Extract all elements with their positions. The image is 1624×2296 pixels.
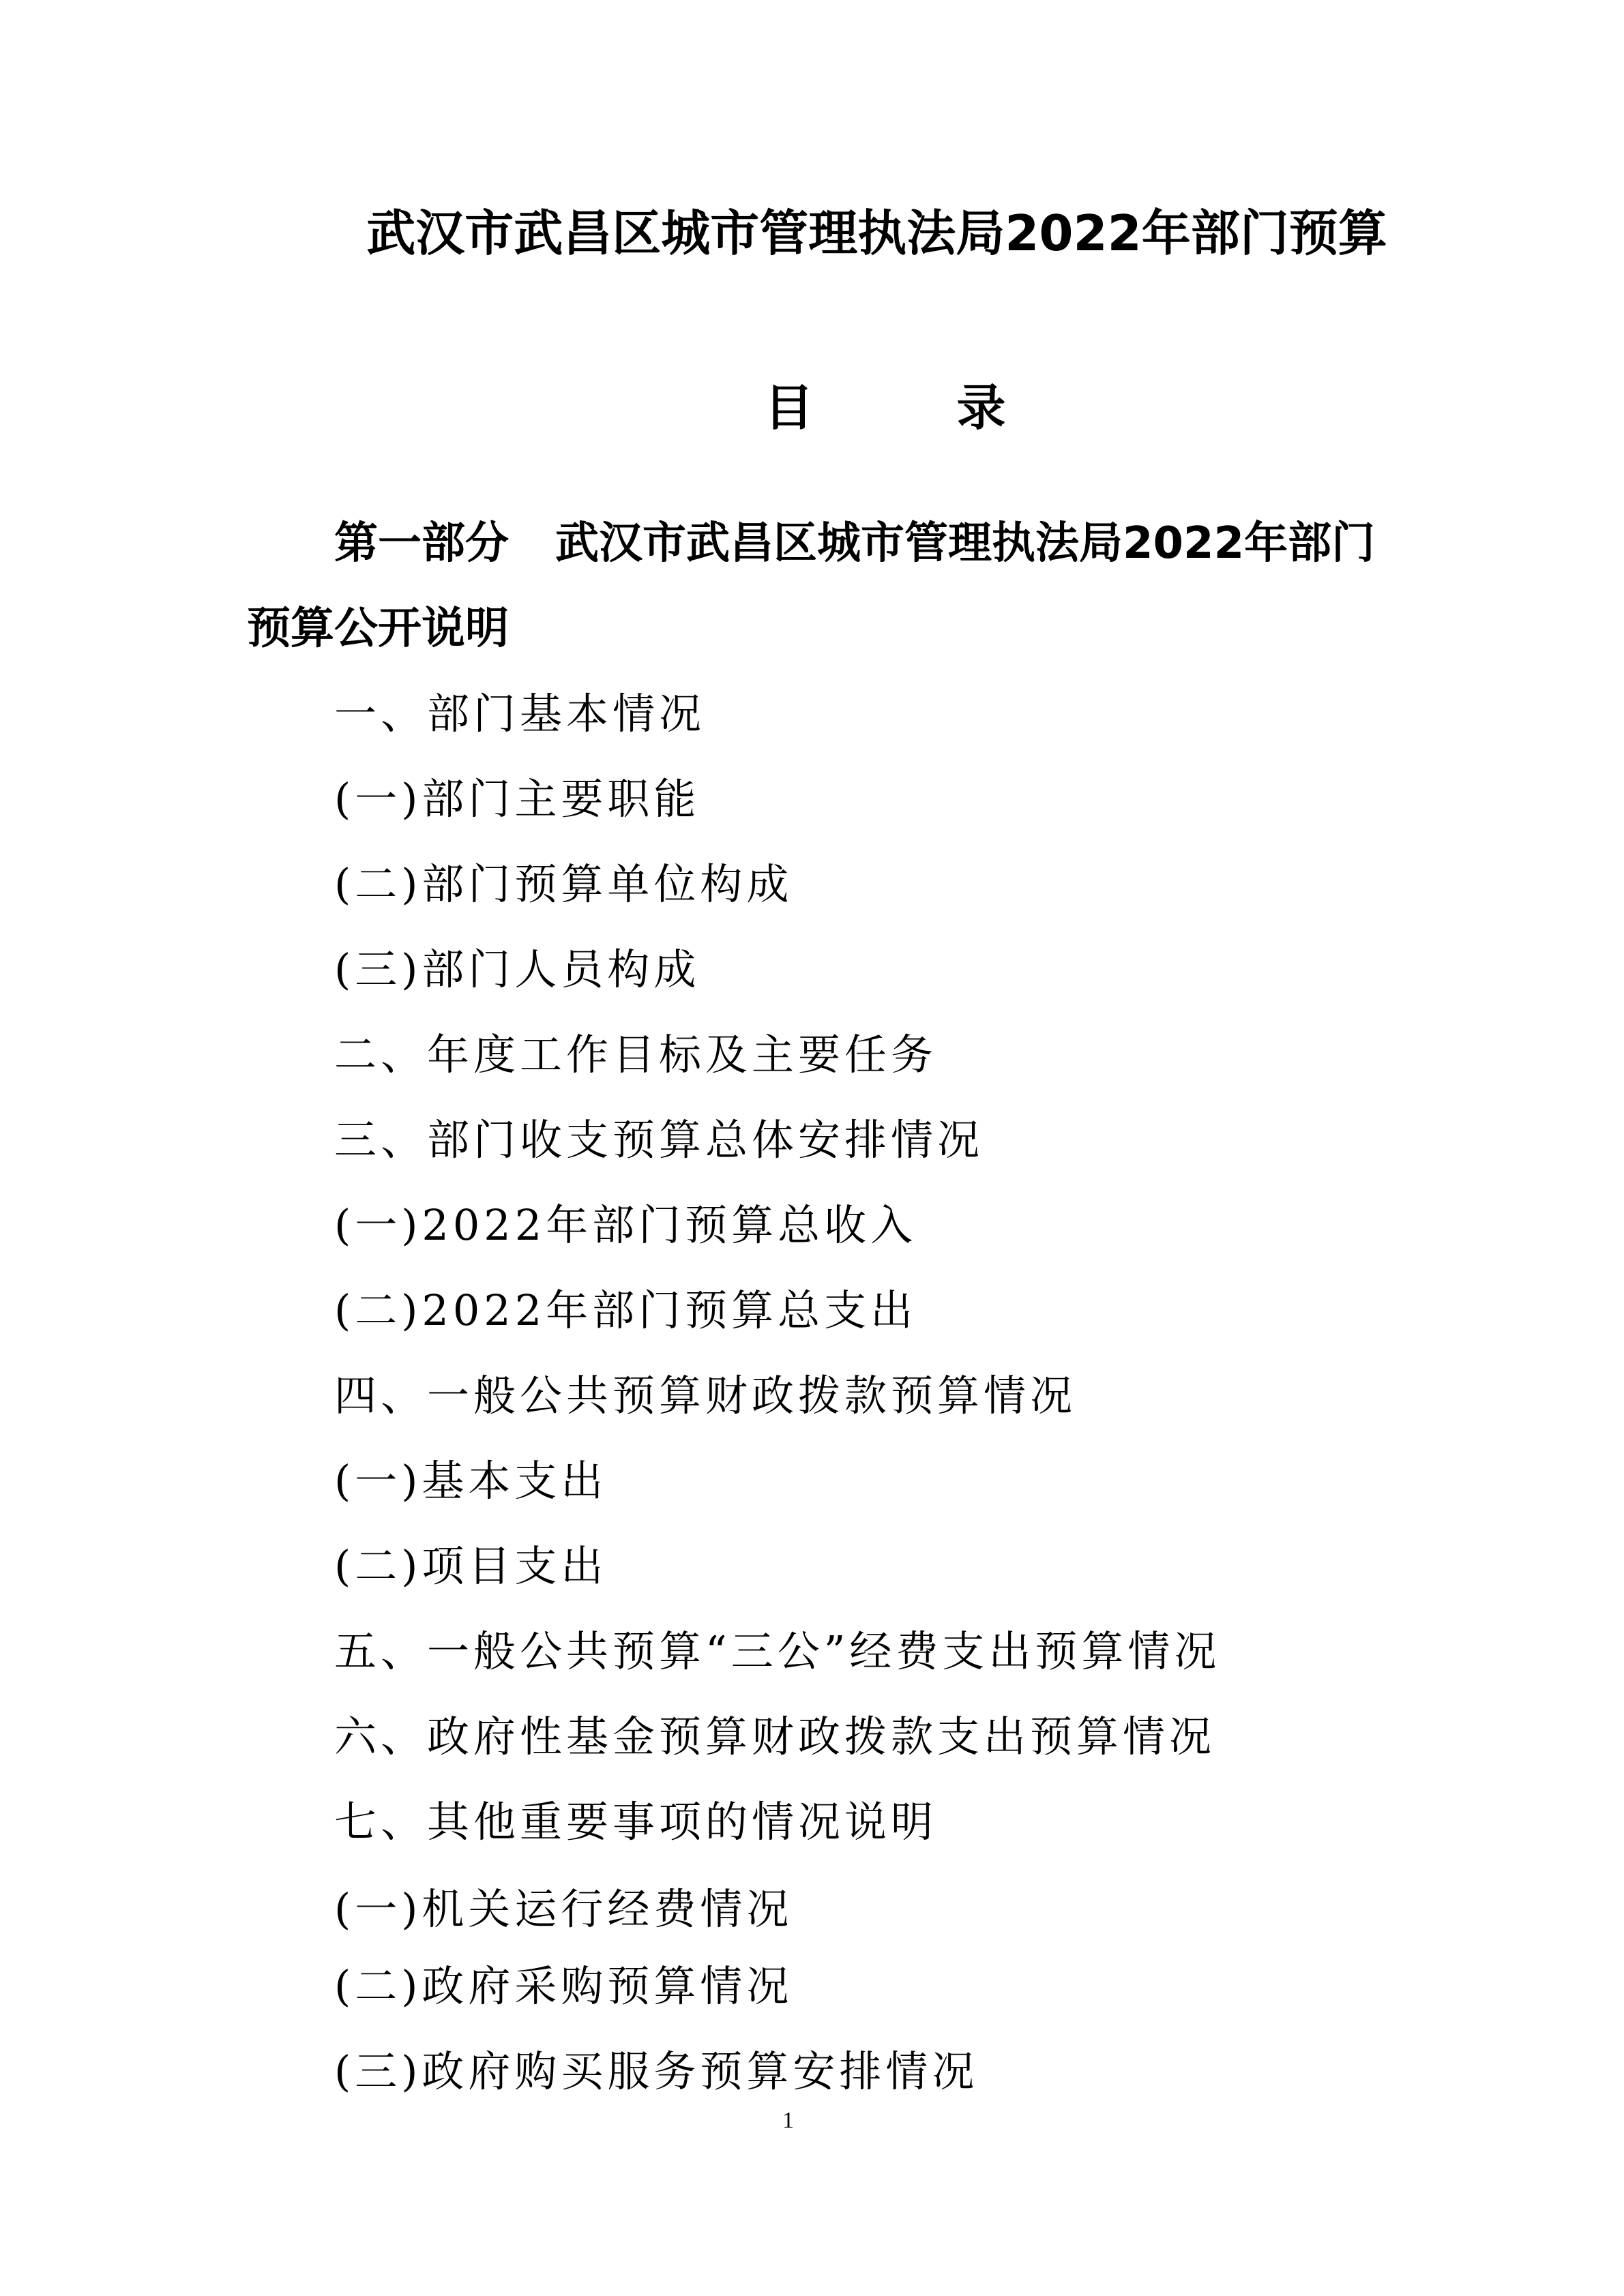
- toc-item-1-2: (二)部门预算单位构成: [334, 859, 793, 909]
- toc-item-6: 六、政府性基金预算财政拨款支出预算情况: [334, 1712, 1216, 1761]
- toc-item-4-1: (一)基本支出: [334, 1456, 608, 1506]
- toc-item-4: 四、一般公共预算财政拨款预算情况: [334, 1371, 1077, 1420]
- toc-heading: [0, 374, 1624, 442]
- document-title: [0, 199, 1624, 267]
- toc-item-5: 五、一般公共预算“三公”经费支出预算情况: [334, 1626, 1221, 1676]
- toc-item-7-1: (一)机关运行经费情况: [334, 1884, 793, 1934]
- page-number: 1: [782, 2108, 794, 2133]
- part1-heading-line2: 预算公开说明: [247, 603, 509, 654]
- toc-heading-left-char: 目: [764, 379, 814, 436]
- document-title-text: 武汉市武昌区城市管理执法局2022年部门预算: [366, 205, 1387, 262]
- toc-item-7: 七、其他重要事项的情况说明: [334, 1797, 938, 1847]
- toc-item-7-2: (二)政府采购预算情况: [334, 1961, 793, 2011]
- toc-item-1-1: (一)部门主要职能: [334, 774, 700, 824]
- toc-item-2: 二、年度工作目标及主要任务: [334, 1030, 938, 1079]
- toc-item-1: 一、部门基本情况: [334, 689, 706, 739]
- toc-item-3: 三、部门收支预算总体安排情况: [334, 1115, 984, 1165]
- toc-item-1-3: (三)部门人员构成: [334, 944, 700, 994]
- toc-heading-right-char: 录: [956, 379, 1006, 436]
- toc-item-3-2: (二)2022年部门预算总支出: [334, 1285, 917, 1335]
- part1-title-line1: 武汉市武昌区城市管理执法局2022年部门: [555, 518, 1376, 569]
- toc-item-4-2: (二)项目支出: [334, 1541, 608, 1591]
- part1-heading-line1: [334, 513, 1375, 574]
- toc-item-7-3: (三)政府购买服务预算安排情况: [334, 2046, 979, 2096]
- part1-label: 第一部分: [334, 518, 509, 569]
- toc-item-3-1: (一)2022年部门预算总收入: [334, 1200, 917, 1250]
